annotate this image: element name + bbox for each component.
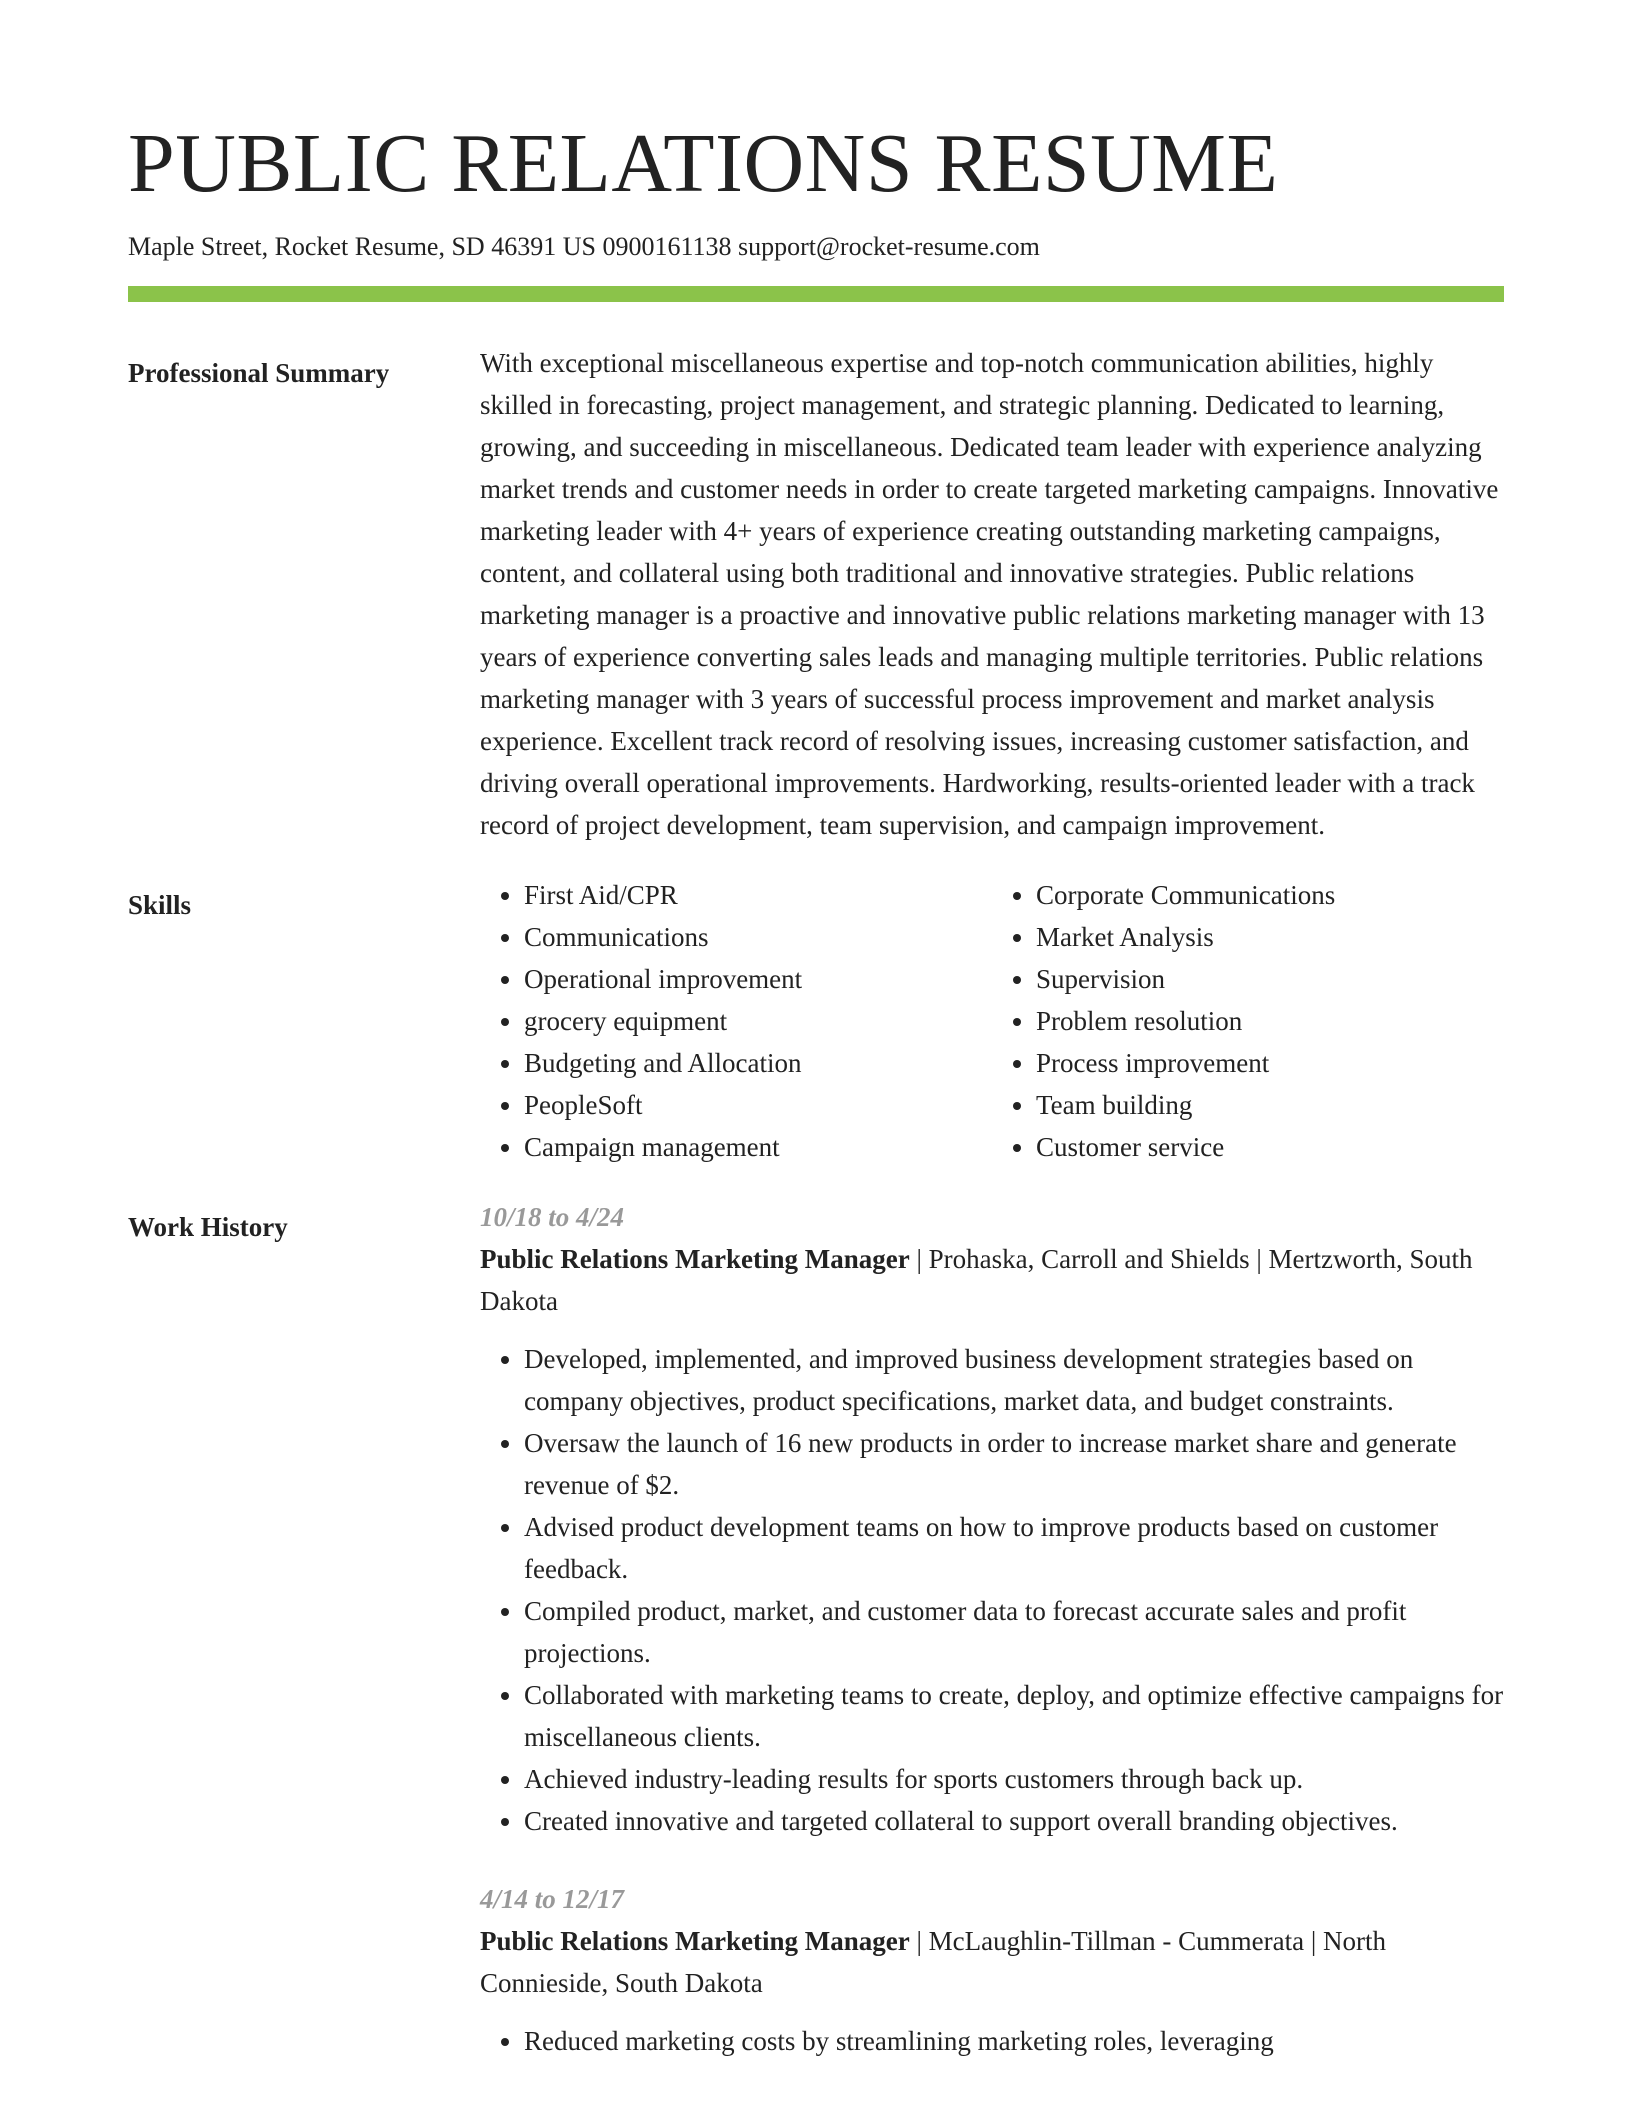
job-bullet: • Achieved industry-leading results for sports customers through back up. xyxy=(524,1758,1504,1800)
resume-page xyxy=(128,0,1504,2062)
job-bullet: • Compiled product, market, and customer data to forecast accurate sales and profit projections. xyxy=(524,1590,1504,1674)
skills-label: Skills xyxy=(128,889,192,920)
job-bullet: • Developed, implemented, and improved business development strategies based on company objectives, product specifications, market data, and budget constraints. xyxy=(524,1338,1504,1422)
job-bullet-list xyxy=(480,2020,1504,2062)
skills-section xyxy=(128,879,1504,1168)
summary-section xyxy=(128,347,1504,846)
job-bullet: • Collaborated with marketing teams to create, deploy, and optimize effective campaigns for miscellaneous clients. xyxy=(524,1674,1504,1758)
work-history-label: Work History xyxy=(128,1211,288,1242)
job-bullet-list xyxy=(480,1338,1504,1842)
skill-item: • Budgeting and Allocation xyxy=(524,1042,992,1084)
skill-item: • Campaign management xyxy=(524,1126,992,1168)
work-history-section xyxy=(128,1201,1504,2062)
job-bullet: • Oversaw the launch of 16 new products in order to increase market share and generate revenue of $2. xyxy=(524,1422,1504,1506)
skill-item: • Problem resolution xyxy=(1036,1000,1504,1042)
job-heading xyxy=(480,1238,1504,1322)
skill-item: • Corporate Communications xyxy=(1036,874,1504,916)
job-dates: 10/18 to 4/24 xyxy=(480,1201,625,1232)
summary-text: With exceptional miscellaneous expertise and top-notch communication abilities, highly skilled in forecasting, project management, and strategic planning. Dedicated to learning, growing, and succeeding in miscellaneous. Dedicated team leader with experience analyzing market trends and customer needs in order to create targeted marketing campaigns. Innovative marketing leader with 4+ years of experience creating outstanding marketing campaigns, content, and collateral using both traditional and innovative strategies. Public relations marketing manager is a proactive and innovative public relations marketing manager with 13 years of experience converting sales leads and managing multiple territories. Public relations marketing manager with 3 years of successful process improvement and market analysis experience. Excellent track record of resolving issues, increasing customer satisfaction, and driving overall operational improvements. Hardworking, results-oriented leader with a track record of project development, team supervision, and campaign improvement. xyxy=(480,347,1499,840)
skills-left-list xyxy=(480,874,992,1168)
job-employer-location: | McLaughlin-Tillman - Cummerata | North Connieside, South Dakota xyxy=(480,1925,1386,1998)
skill-item: • Market Analysis xyxy=(1036,916,1504,958)
skill-item: • Process improvement xyxy=(1036,1042,1504,1084)
job-employer-location: | Prohaska, Carroll and Shields | Mertzworth, South Dakota xyxy=(480,1243,1473,1316)
skill-item: • PeopleSoft xyxy=(524,1084,992,1126)
job-entry xyxy=(480,1878,1504,2062)
skill-item: • Supervision xyxy=(1036,958,1504,1000)
job-title: Public Relations Marketing Manager xyxy=(480,1243,910,1274)
job-bullet: • Created innovative and targeted collateral to support overall branding objectives. xyxy=(524,1800,1504,1842)
summary-label: Professional Summary xyxy=(128,357,390,388)
header-divider xyxy=(128,286,1504,302)
skill-item: • Operational improvement xyxy=(524,958,992,1000)
skill-item: • grocery equipment xyxy=(524,1000,992,1042)
job-entry xyxy=(480,1196,1504,1842)
job-title: Public Relations Marketing Manager xyxy=(480,1925,910,1956)
job-heading xyxy=(480,1920,1504,2004)
job-dates: 4/14 to 12/17 xyxy=(480,1883,625,1914)
skill-item: • Team building xyxy=(1036,1084,1504,1126)
job-bullet: • Reduced marketing costs by streamlining marketing roles, leveraging xyxy=(524,2020,1504,2062)
skill-item: • Communications xyxy=(524,916,992,958)
skill-item: • Customer service xyxy=(1036,1126,1504,1168)
skill-item: • First Aid/CPR xyxy=(524,874,992,916)
skills-right-list xyxy=(992,874,1504,1168)
resume-title: PUBLIC RELATIONS RESUME xyxy=(128,117,1279,210)
contact-line: Maple Street, Rocket Resume, SD 46391 US 0900161138 support@rocket-resume.com xyxy=(128,232,1040,262)
job-bullet: • Advised product development teams on how to improve products based on customer feedback. xyxy=(524,1506,1504,1590)
